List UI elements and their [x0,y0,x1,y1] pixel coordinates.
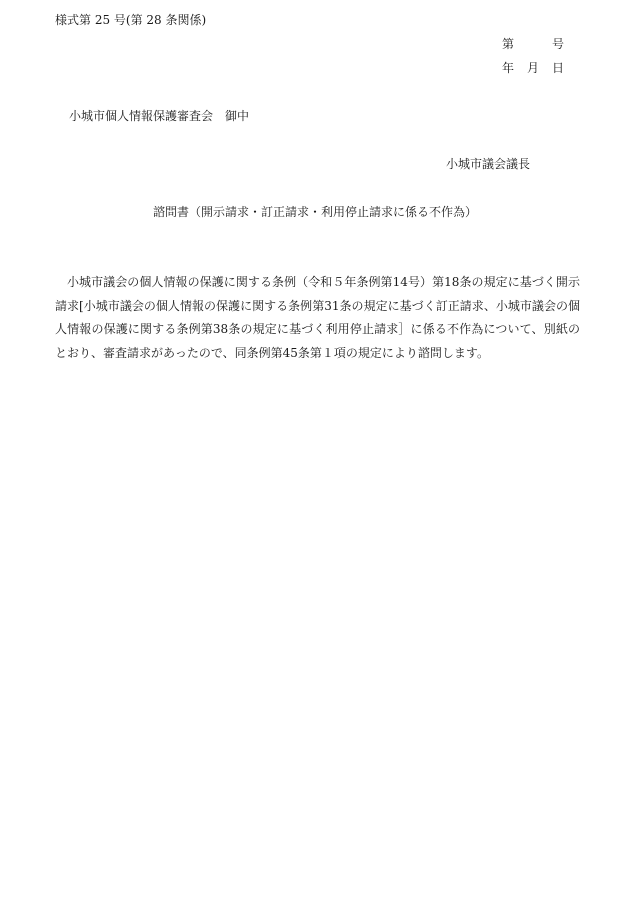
date-month: 月 [526,61,539,75]
form-number: 様式第 25 号(第 28 条関係) [55,13,207,27]
document-title: 諮問書（開示請求・訂正請求・利用停止請求に係る不作為） [152,205,477,219]
document-number-prefix: 第 [502,37,515,51]
document-date [502,59,564,76]
date-year: 年 [502,61,515,75]
body-paragraph: 小城市議会の個人情報の保護に関する条例（令和５年条例第14号）第18条の規定に基づく開示請求[小城市議会の個人情報の保護に関する条例第31条の規定に基づく訂正請求、小城市議会の個人情報の保護に関する条例第38条の規定に基づく利用停止請求］に係る不作為について、別紙のとおり、審査請求があったので、同条例第45条第１項の規定により諮問します。 [55,275,580,361]
addressee: 小城市個人情報保護審査会 御中 [69,109,250,123]
sender: 小城市議会議長 [446,157,531,171]
date-day: 日 [551,61,564,75]
document-number [502,35,564,52]
document-number-suffix: 号 [551,37,564,51]
